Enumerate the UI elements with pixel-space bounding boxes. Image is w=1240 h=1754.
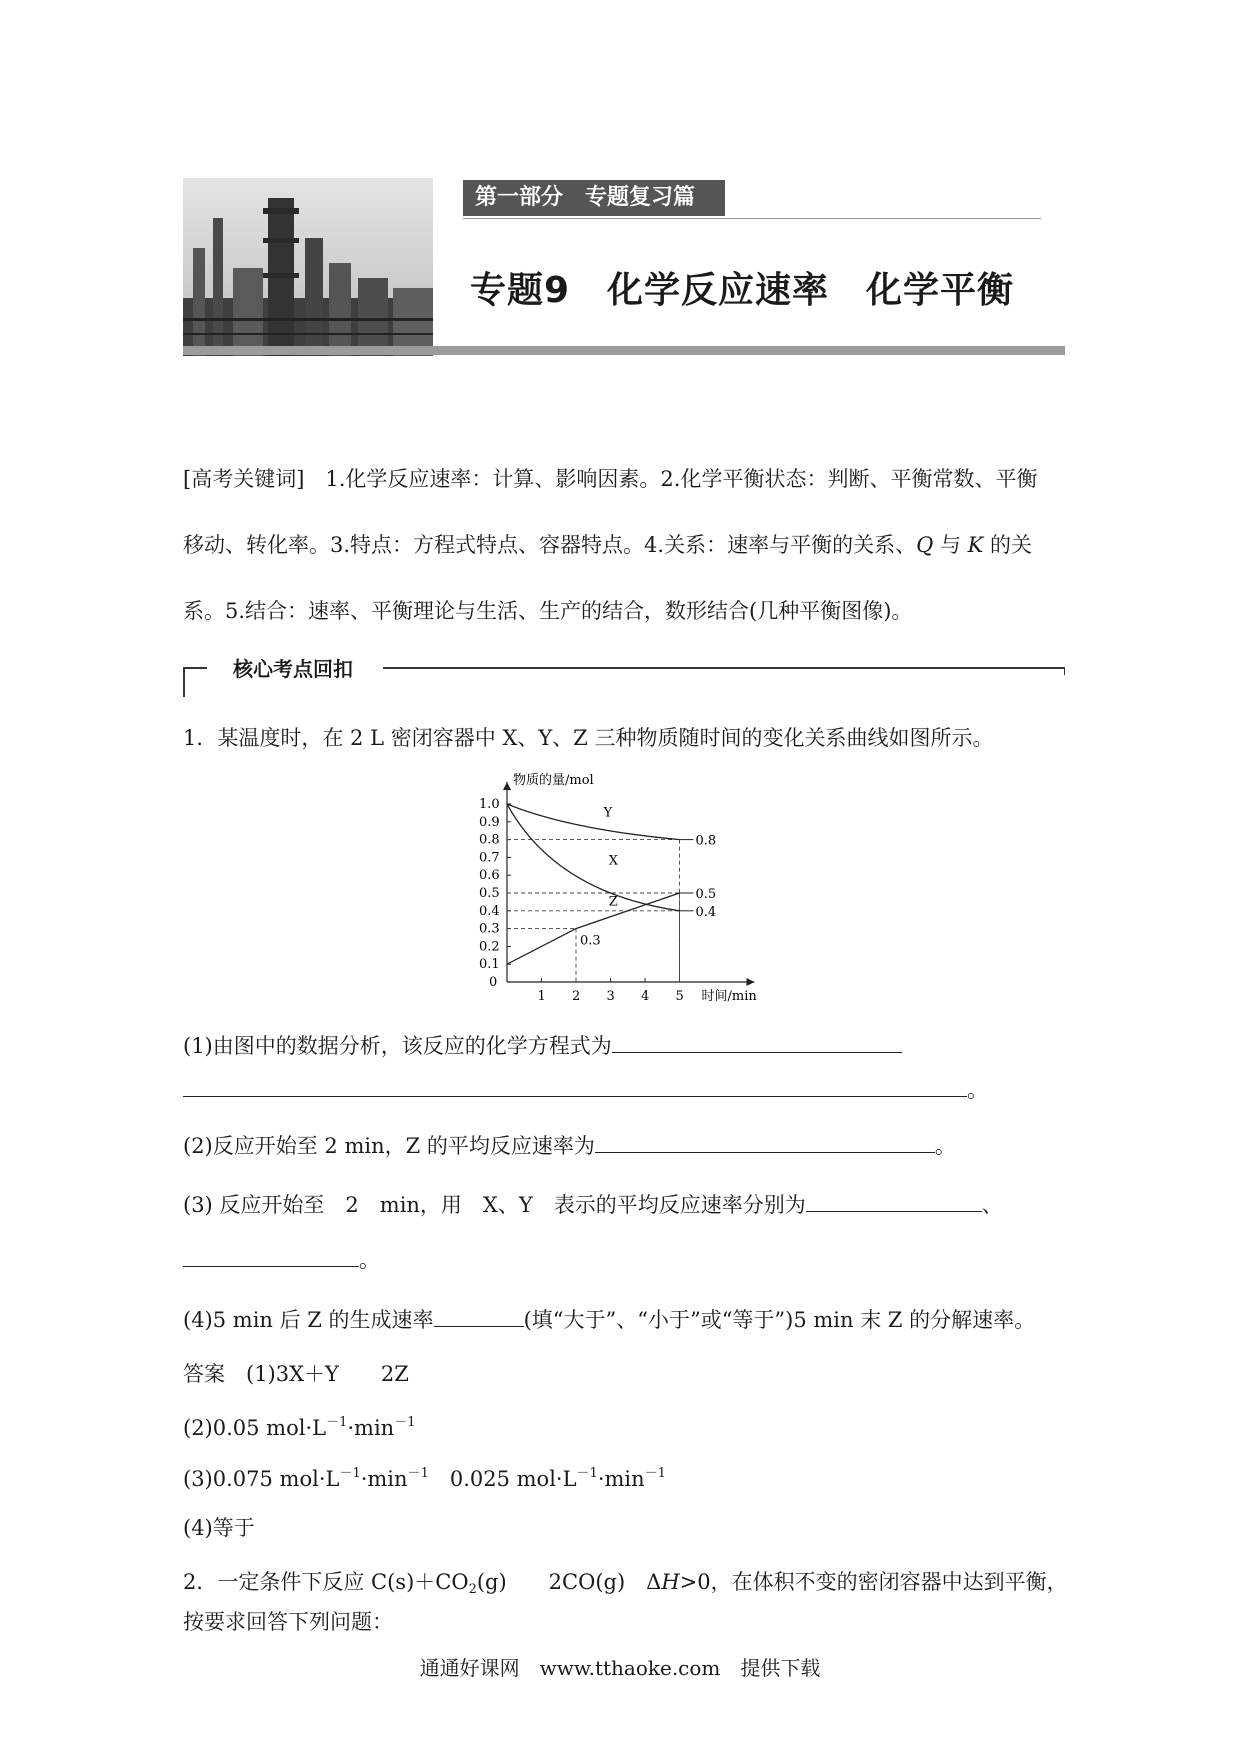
footer-credit: 通通好课网 www.tthaoke.com 提供下载: [419, 1656, 821, 1680]
q1-part-2-answer-blank[interactable]: [595, 1132, 935, 1153]
box-line-left: [183, 667, 207, 669]
q1-part-4-text: (4)5 min 后 Z 的生成速率: [183, 1308, 434, 1332]
value-label: 0.4: [695, 904, 717, 920]
y-tick-label: 0.2: [479, 939, 500, 955]
q1-part-2-end: 。: [934, 1134, 956, 1158]
x-tick-label: 5: [675, 989, 684, 1004]
origin-label: 0: [489, 975, 498, 990]
series-label-z: Z: [608, 894, 618, 910]
answer-3-exp-1: －1: [339, 1466, 361, 1481]
q1-part-1-answer-blank[interactable]: [612, 1032, 902, 1053]
q1-part-3-sep: 、: [981, 1193, 1003, 1217]
answer-3: [183, 1462, 666, 1493]
x-tick-label: 2: [572, 989, 581, 1004]
q2-stem: [183, 1566, 1068, 1597]
q2-stem-line-2: 按要求回答下列问题：: [183, 1610, 393, 1634]
q1-part-3-end: 。: [359, 1248, 380, 1272]
answer-2-unit: ·min: [347, 1416, 395, 1440]
topic-title: 专题9 化学反应速率 化学平衡: [470, 270, 1015, 311]
symbol-k: K: [967, 533, 984, 557]
q1-part-1-end: 。: [967, 1078, 988, 1102]
y-tick-label: 0.8: [479, 832, 500, 848]
answer-2-exp-2: －1: [394, 1415, 416, 1430]
q1-part-4-rest: (填“大于”、“小于”或“等于”)5 min 末 Z 的分解速率。: [523, 1308, 1036, 1332]
q1-part-4: [183, 1304, 1035, 1334]
q1-stem: 1．某温度时，在 2 L 密闭容器中 X、Y、Z 三种物质随时间的变化关系曲线如图所示。: [183, 726, 994, 750]
x-tick-label: 3: [606, 989, 615, 1004]
keywords-line-2: [183, 529, 1032, 559]
answer-2-value: (2)0.05 mol·L: [183, 1416, 327, 1440]
y-tick-label: 0.9: [479, 814, 500, 830]
q1-part-3-answer-blank-y[interactable]: [183, 1246, 359, 1267]
q1-part-3-line-2: [183, 1244, 380, 1274]
q2-stem-mid: (g) 2CO(g) Δ: [476, 1570, 662, 1594]
q1-part-1-line-2: [183, 1074, 988, 1104]
value-label: 0.3: [580, 933, 601, 949]
box-edge-left: [183, 667, 185, 697]
answer-1: [183, 1358, 409, 1388]
q1-part-1-answer-blank-2[interactable]: [183, 1076, 967, 1097]
y-tick-label: 0.7: [479, 850, 500, 866]
q1-part-4-answer-blank[interactable]: [434, 1306, 524, 1327]
series-line-y: [507, 804, 680, 840]
series-label-x: X: [608, 853, 619, 869]
q1-chart: [465, 768, 775, 1008]
value-label: 0.5: [695, 887, 717, 902]
value-label: 0.8: [695, 833, 717, 849]
answer-3-exp-3: －1: [576, 1466, 598, 1481]
series-label-y: Y: [603, 805, 613, 821]
header-photo: [183, 178, 433, 356]
x-axis-arrow: [747, 978, 755, 986]
y-tick-label: 0.1: [479, 957, 500, 973]
keywords-line-2-text: 移动、转化率。3.特点：方程式特点、容器特点。4.关系：速率与平衡的关系、: [183, 533, 917, 557]
box-line-right: [383, 667, 1065, 669]
keywords-line-3: 系。5.结合：速率、平衡理论与生活、生产的结合，数形结合(几种平衡图像)。: [183, 599, 913, 623]
answer-4: (4)等于: [183, 1516, 255, 1540]
y-axis-arrow: [503, 782, 511, 790]
core-section-header: [183, 657, 1065, 697]
keywords-paragraph: [183, 463, 1063, 633]
answer-3-value-y: 0.025 mol·L: [428, 1467, 577, 1491]
x-axis-label: 时间/min: [701, 989, 757, 1004]
q2-subscript: 2: [468, 1582, 477, 1597]
series-line-z: [507, 893, 680, 964]
answer-3-exp-2: －1: [407, 1466, 429, 1481]
y-axis-label: 物质的量/mol: [513, 773, 594, 788]
y-tick-label: 1.0: [479, 797, 500, 812]
y-tick-label: 0.6: [479, 868, 500, 884]
y-tick-label: 0.5: [479, 886, 500, 901]
answer-label: 答案: [183, 1362, 225, 1386]
y-tick-label: 0.4: [479, 903, 500, 919]
q1-part-3-answer-blank-x[interactable]: [806, 1191, 982, 1212]
q2-stem-text: 2．一定条件下反应 C(s)＋CO: [183, 1570, 469, 1594]
q1-part-1: [183, 1030, 902, 1060]
keywords-line-2-end: 的关: [983, 533, 1033, 557]
core-section-title: 核心考点回扣: [233, 657, 353, 681]
x-tick-label: 1: [537, 989, 546, 1004]
q1-part-2: [183, 1130, 956, 1160]
symbol-h: H: [661, 1570, 680, 1594]
answer-3-unit-2: ·min: [597, 1467, 645, 1491]
section-label: 第一部分 专题复习篇: [463, 180, 725, 216]
q1-part-1-text: (1)由图中的数据分析，该反应的化学方程式为: [183, 1034, 612, 1058]
keywords-line-2-and: 与: [933, 533, 968, 557]
answer-3-value-x: (3)0.075 mol·L: [183, 1467, 340, 1491]
title-underline-bar: [183, 346, 1065, 355]
q1-part-3: [183, 1189, 1003, 1219]
y-tick-label: 0.3: [479, 921, 500, 937]
answer-3-exp-4: －1: [644, 1466, 666, 1481]
box-edge-right: [1064, 667, 1066, 675]
q1-part-3-text: (3) 反应开始至 2 min，用 X、Y 表示的平均反应速率分别为: [183, 1193, 806, 1217]
section-divider: [463, 218, 1041, 219]
chart-plot-area: [479, 772, 757, 1004]
answer-2-exp-1: －1: [326, 1415, 348, 1430]
symbol-q: Q: [916, 533, 934, 557]
x-tick-label: 4: [641, 989, 650, 1004]
series-line-x: [507, 804, 680, 911]
answer-3-unit-1: ·min: [360, 1467, 408, 1491]
answer-2: [183, 1411, 415, 1440]
q1-part-2-text: (2)反应开始至 2 min，Z 的平均反应速率为: [183, 1134, 595, 1158]
answer-1-text: (1)3X＋Y 2Z: [246, 1362, 409, 1386]
keywords-line-1: [高考关键词] 1.化学反应速率：计算、影响因素。2.化学平衡状态：判断、平衡常数、平衡: [183, 467, 1038, 491]
q2-stem-end: >0，在体积不变的密闭容器中达到平衡，: [679, 1570, 1068, 1594]
